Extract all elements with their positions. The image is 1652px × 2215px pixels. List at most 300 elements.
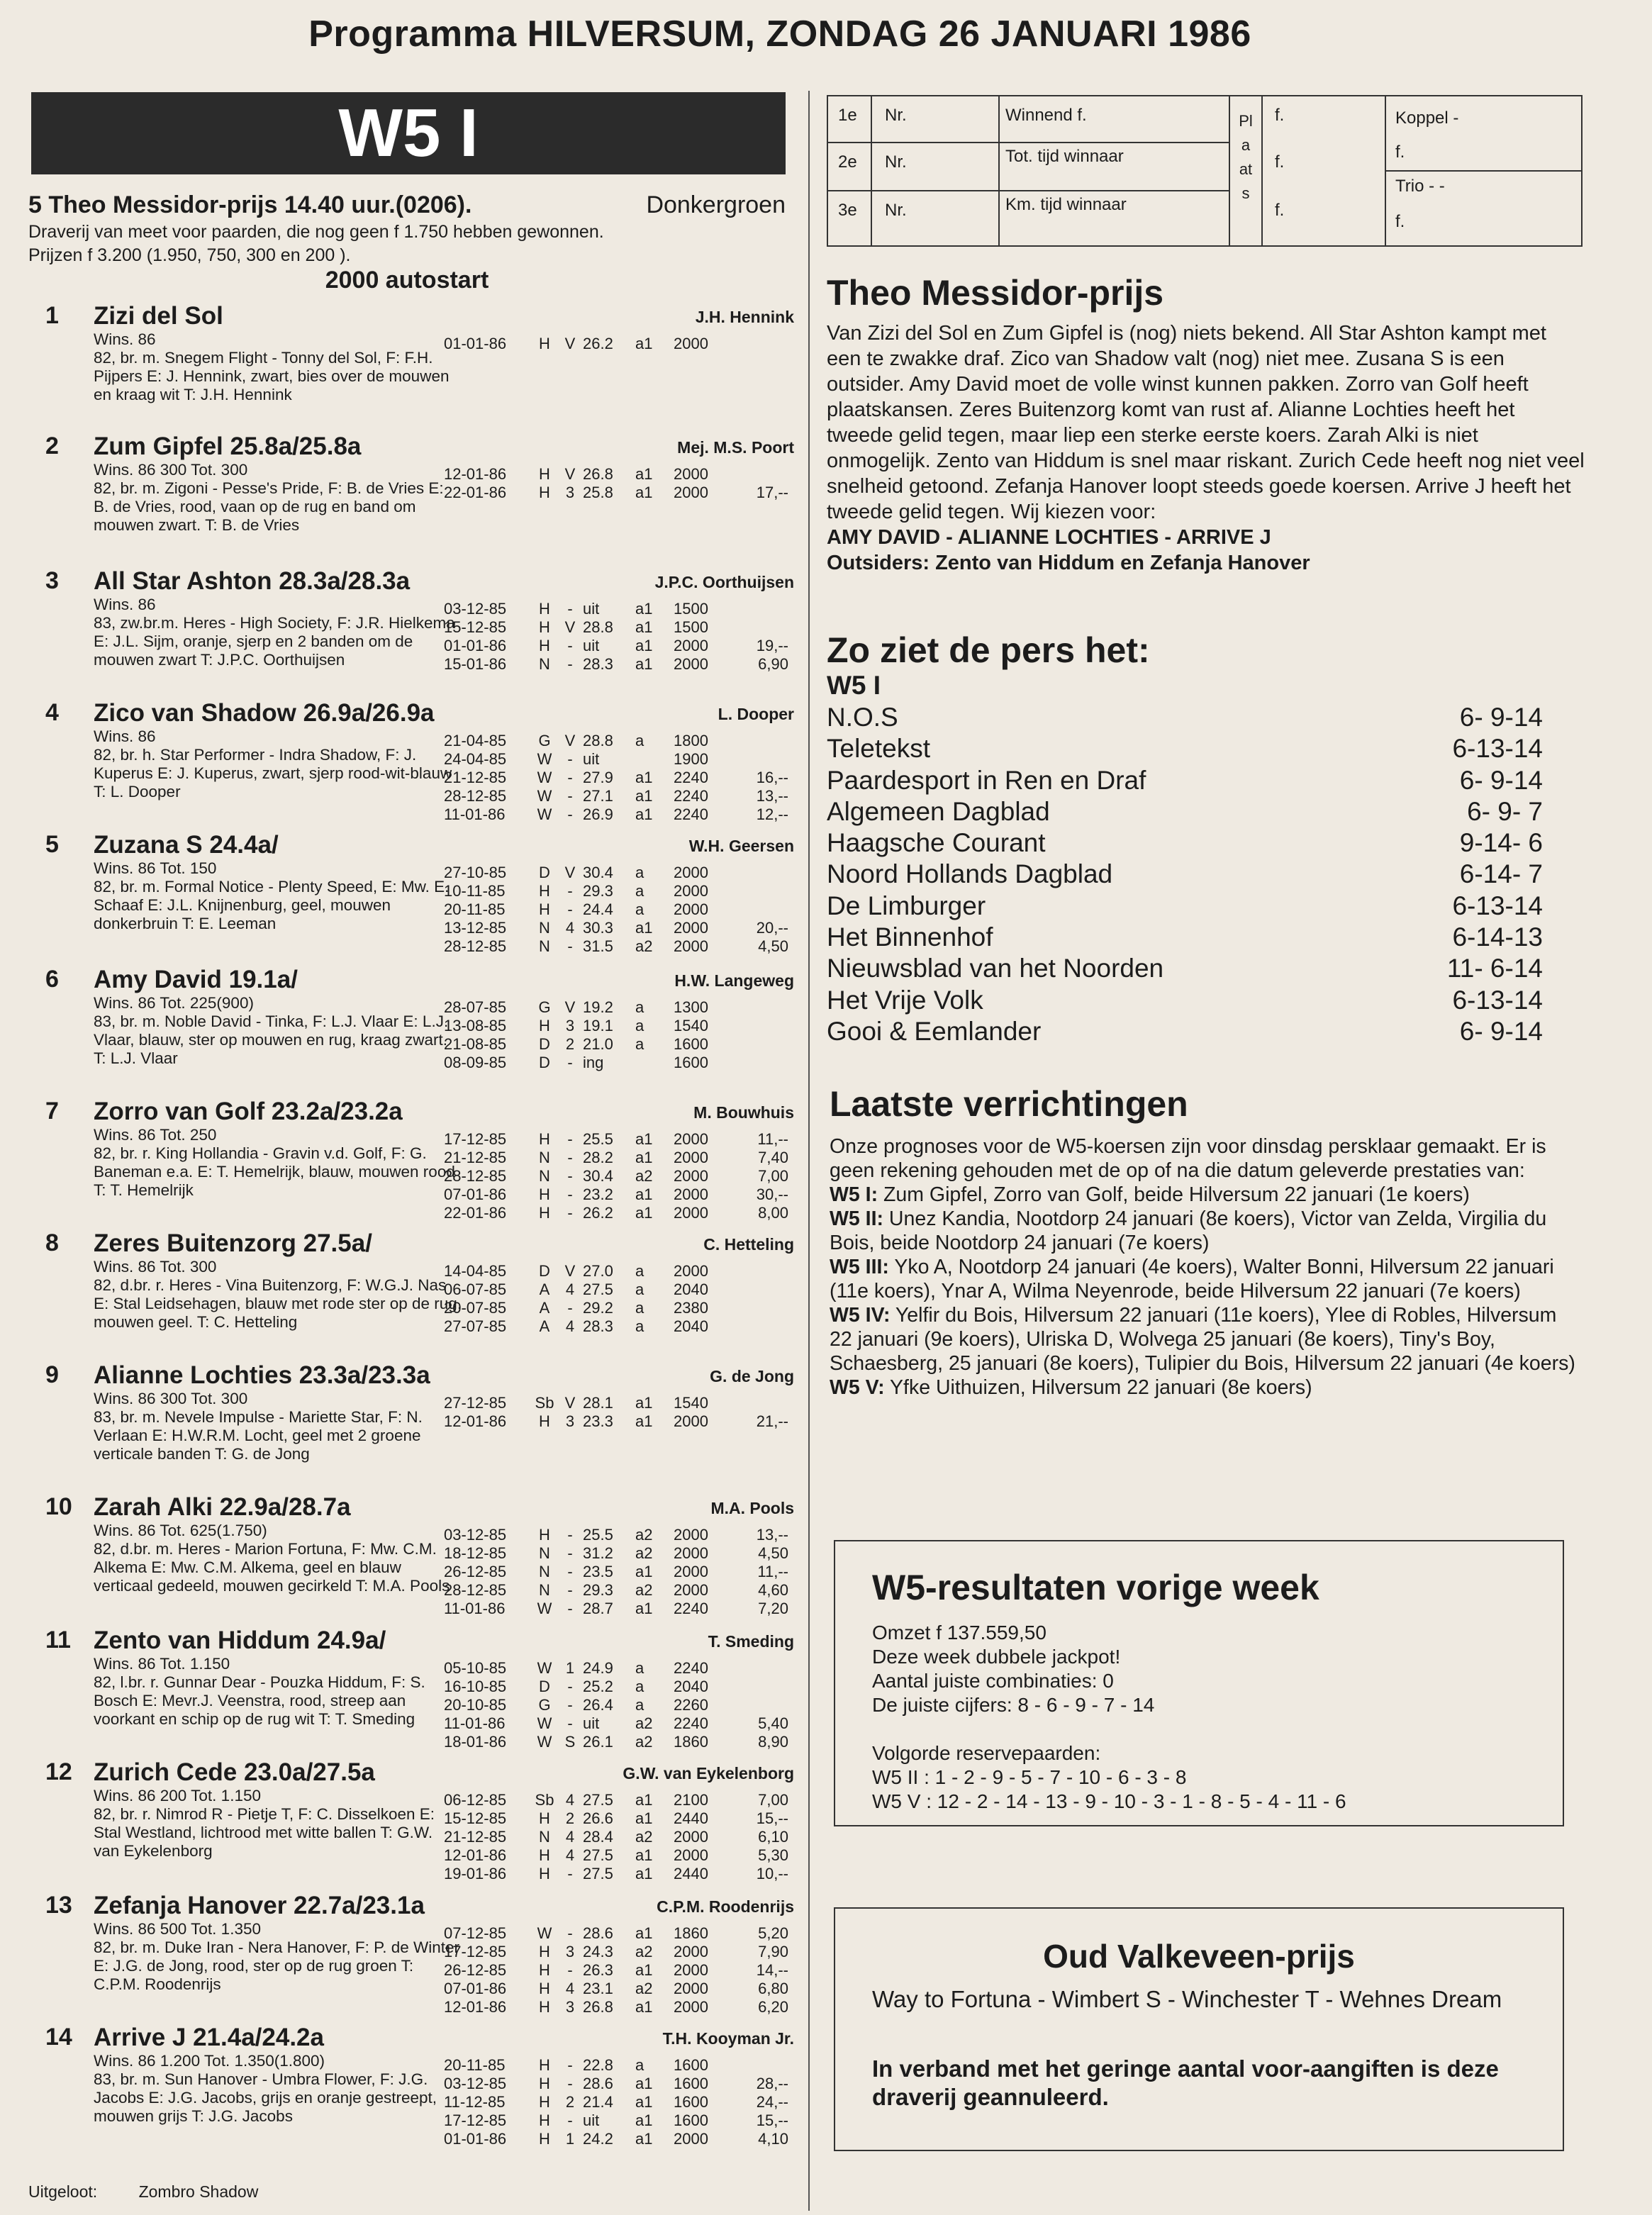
result-cell: 11,-- [757,1130,788,1148]
result-cell: 1 [565,2130,575,2148]
place-2: 2e [838,152,857,172]
horse-name: Alianne Lochties 23.3a/23.3a [94,1361,430,1389]
result-cell [732,1696,788,1714]
result-cell: - [567,1526,573,1544]
result-cell: 27-12-85 [444,1394,507,1412]
result-cell: - [567,1714,573,1732]
result-cell: a [635,1678,644,1695]
result-cell: a1 [635,1865,653,1882]
result-cell: 12,-- [756,805,788,823]
latest-item-text: Yfke Uithuizen, Hilversum 22 januari (8e koers) [884,1376,1312,1399]
result-row [444,2075,794,2093]
result-cell: 2040 [674,1317,708,1335]
result-cell: a2 [635,1526,653,1544]
horse-results [444,1526,794,1618]
result-cell: 07-12-85 [444,1924,507,1942]
result-cell: 2240 [674,1659,708,1677]
latest-item-label: W5 II: [830,1207,883,1230]
result-row [444,732,794,750]
result-cell: - [567,1865,573,1882]
result-cell: a [635,1317,644,1335]
results-box [834,1540,1564,1826]
result-row [444,750,794,769]
result-cell: a [635,1659,644,1677]
result-cell: - [567,769,573,786]
press-source: N.O.S [827,703,898,732]
result-cell: 1600 [674,2093,708,2111]
press-row [827,953,1543,984]
result-cell: a2 [635,937,653,955]
result-cell: 2240 [674,805,708,823]
f-label: f. [1275,152,1285,172]
result-row [444,998,794,1017]
results-body [872,1621,1546,1814]
result-row [444,1659,794,1678]
horse-trainer: G.W. van Eykelenborg [623,1764,794,1782]
result-cell: H [539,1130,550,1148]
f-label: f. [1395,212,1405,231]
result-cell: a1 [635,484,653,501]
result-cell: 4 [565,1317,575,1335]
latest-item-label: W5 I: [830,1183,878,1206]
result-cell: a [635,864,644,881]
km-time-info: Km. tijd winnaar [1005,195,1127,214]
grid-line [1261,96,1263,245]
result-cell: 31.2 [583,1544,613,1562]
results-combos: Aantal juiste combinaties: 0 [872,1670,1114,1692]
result-cell: 26.9 [583,805,613,823]
nr-label: Nr. [885,201,907,220]
horse-description: Wins. 86 Tot. 1.150 82, l.br. r. Gunnar Dear - Pouzka Hiddum, F: S. Bosch E: Mevr.J. Veenstra, rood, streep aan voorkant en schip op de rug wit T: T. Smeding [94,1655,425,1728]
result-cell: 7,90 [758,1943,788,1960]
result-cell: V [564,1394,576,1412]
result-cell [732,465,788,484]
result-cell: 24.2 [583,2130,613,2148]
result-row [444,1943,794,1961]
result-cell: 24.3 [583,1943,613,1960]
press-row [827,733,1543,764]
result-cell: 10,-- [756,1865,788,1882]
press-list [827,702,1543,1047]
result-cell [732,618,788,637]
result-row [444,1281,794,1299]
result-cell: a1 [635,655,653,673]
footer [28,2182,295,2202]
result-cell: 25.8 [583,484,613,501]
result-cell: - [567,1563,573,1580]
preview-picks: AMY DAVID - ALIANNE LOCHTIES - ARRIVE J [827,526,1271,549]
horse-description: Wins. 86 83, zw.br.m. Heres - High Society, F: J.R. Hielkema E: J.L. Sijm, oranje, sjerp en 2 banden om de mouwen zwart T: J.P.C. Oorthuijsen [94,596,455,669]
preview-text [827,320,1585,576]
horse-description: Wins. 86 82, br. m. Snegem Flight - Tonny del Sol, F: F.H. Pijpers E: J. Hennink, zwart, bies over de mouwen en kraag wit T: J.H. Hennink [94,330,450,403]
result-cell: 2000 [674,919,708,937]
press-tip: 6- 9-14 [1459,765,1543,795]
result-cell: 4 [565,919,575,937]
result-cell: 13-08-85 [444,1017,507,1034]
result-row [444,900,794,919]
result-cell: 27-07-85 [444,1317,507,1335]
result-cell: 28.8 [583,732,613,749]
result-cell: - [567,1924,573,1942]
result-cell: 19.1 [583,1017,613,1034]
result-cell: 2000 [674,484,708,501]
result-cell: - [567,2075,573,2092]
result-cell: 28-12-85 [444,1167,507,1185]
press-row [827,859,1543,890]
press-row [827,827,1543,859]
result-cell: a2 [635,1714,653,1732]
result-cell: D [539,1054,550,1071]
horse-name: Arrive J 21.4a/24.2a [94,2024,324,2051]
result-cell: 23.2 [583,1185,613,1203]
press-tip: 6- 9-14 [1459,703,1543,732]
horse-name: Zum Gipfel 25.8a/25.8a [94,433,362,460]
result-cell: a1 [635,787,653,805]
result-cell: 1900 [674,750,708,768]
latest-heading: Laatste verrichtingen [830,1084,1188,1124]
result-cell: N [539,655,550,673]
result-row [444,1262,794,1281]
result-cell: 4 [565,1980,575,1997]
result-cell: 4 [565,1846,575,1864]
result-cell: 14,-- [756,1961,788,1979]
result-cell: a2 [635,1828,653,1846]
result-cell: 18-01-86 [444,1733,507,1751]
result-cell: W [537,805,552,823]
result-row [444,1678,794,1696]
result-cell: 3 [565,1412,575,1430]
result-cell: a [635,882,644,900]
horse-results [444,465,794,502]
result-cell: a1 [635,1961,653,1979]
result-cell: H [539,1961,550,1979]
result-cell: 19.2 [583,998,613,1016]
result-cell: 2240 [674,787,708,805]
result-cell: a [635,900,644,918]
horse-trainer: M.A. Pools [710,1499,794,1517]
result-row [444,1998,794,2016]
horse-description: Wins. 86 82, br. h. Star Performer - Indra Shadow, F: J. Kuperus E: J. Kuperus, zwart, sjerp rood-wit-blauw T: L. Dooper [94,727,452,800]
result-cell: - [567,1678,573,1695]
result-cell: 29.2 [583,1299,613,1317]
result-row [444,1412,794,1431]
horse-name: Zorro van Golf 23.2a/23.2a [94,1098,403,1125]
result-cell: 3 [565,1017,575,1034]
horse-name: Zeres Buitenzorg 27.5a/ [94,1229,372,1257]
result-cell [732,1299,788,1317]
latest-item [830,1207,1583,1255]
result-cell: 17-12-85 [444,2111,507,2129]
result-cell: W [537,1714,552,1732]
horse-name: Zento van Hiddum 24.9a/ [94,1627,386,1654]
result-row [444,2111,794,2130]
result-cell: H [539,637,550,654]
press-source: Teletekst [827,734,931,764]
result-cell: 19-01-86 [444,1865,507,1882]
result-cell: 11-01-86 [444,1714,506,1732]
result-cell: 26.2 [583,335,613,352]
horse-results [444,1262,794,1336]
result-cell [732,1317,788,1336]
result-cell [732,1054,788,1072]
result-cell: 13,-- [756,787,788,805]
results-omzet: Omzet f 137.559,50 [872,1622,1047,1644]
horse-description: Wins. 86 200 Tot. 1.150 82, br. r. Nimrod R - Pietje T, F: C. Disselkoen E: Stal Westland, lichtrood met witte ballen T: G.W. van Eykelenborg [94,1787,435,1860]
grid-line [1229,96,1230,245]
f-label: f. [1275,201,1285,220]
result-row [444,1696,794,1714]
result-cell: 26.3 [583,1961,613,1979]
valkeveen-horses: Way to Fortuna - Wimbert S - Winchester T - Wehnes Dream [872,1986,1502,2012]
result-cell: 23.1 [583,1980,613,1997]
result-cell: - [567,1130,573,1148]
result-cell: 01-01-86 [444,637,507,654]
latest-item-text: Yko A, Nootdorp 24 januari (4e koers), Walter Bonni, Hilversum 22 januari (11e koers), Ynar A, Wilma Neyenrode, beide Hilversum 22 januari (7e koers) [830,1256,1554,1302]
result-cell: 1600 [674,1035,708,1053]
koppel-label: Koppel - [1395,108,1459,128]
horse-results [444,1394,794,1431]
result-cell: 11-12-85 [444,2093,506,2111]
result-cell: 2000 [674,1526,708,1544]
result-row [444,805,794,824]
result-cell: V [564,335,576,352]
result-cell: - [567,2056,573,2074]
result-cell: a1 [635,1791,653,1809]
place-3: 3e [838,201,857,220]
result-cell: N [539,1167,550,1185]
result-cell: 21-04-85 [444,732,507,749]
result-cell: 8,90 [758,1733,788,1751]
race-condition: Draverij van meet voor paarden, die nog geen f 1.750 hebben gewonnen. [28,222,604,242]
result-cell: 24.4 [583,900,613,918]
result-cell: 05-10-85 [444,1659,507,1677]
result-cell: - [567,2111,573,2129]
result-cell: a2 [635,1581,653,1599]
horse-name: Zico van Shadow 26.9a/26.9a [94,699,435,727]
result-cell: 1800 [674,732,708,749]
result-row [444,637,794,655]
result-cell: 2 [565,2093,575,2111]
horse-description: Wins. 86 300 Tot. 300 83, br. m. Nevele Impulse - Mariette Star, F: N. Verlaan E: H.W.R.M. Locht, geel met 2 groene verticale banden T: G. de Jong [94,1390,423,1463]
result-cell [732,600,788,618]
result-cell: - [567,787,573,805]
result-cell: 21-08-85 [444,1035,507,1053]
result-cell: 28.3 [583,1317,613,1335]
result-cell: 1860 [674,1733,708,1751]
result-cell: H [539,1865,550,1882]
result-cell: 2000 [674,637,708,654]
result-cell: N [539,1544,550,1562]
result-cell: 28.8 [583,618,613,636]
results-jackpot: Deze week dubbele jackpot! [872,1646,1121,1668]
result-cell: - [567,1544,573,1562]
result-cell: 15,-- [756,2111,788,2129]
result-cell: H [539,1526,550,1544]
result-cell: 1600 [674,2111,708,2129]
result-cell: 2000 [674,655,708,673]
result-cell: 5,30 [758,1846,788,1864]
result-cell: V [564,618,576,636]
result-cell: - [567,805,573,823]
result-cell: H [539,335,550,352]
result-cell: a1 [635,919,653,937]
result-row [444,769,794,787]
horse-trainer: M. Bouwhuis [693,1103,794,1122]
result-cell: 21-12-85 [444,769,507,786]
result-cell: a1 [635,1600,653,1617]
result-cell: a1 [635,618,653,636]
result-cell: a1 [635,1924,653,1942]
result-cell: H [539,618,550,636]
result-cell [732,1678,788,1696]
result-cell: 14-04-85 [444,1262,507,1280]
horse-trainer: C.P.M. Roodenrijs [657,1897,794,1916]
result-row [444,655,794,674]
horse-trainer: C. Hetteling [703,1235,794,1254]
trio-label: Trio - - [1395,177,1445,196]
result-cell: 27.5 [583,1791,613,1809]
grid-line [828,142,1229,143]
result-cell [732,1659,788,1678]
result-cell: a1 [635,1130,653,1148]
horse-number: 5 [45,831,59,858]
result-cell: 15-12-85 [444,618,507,636]
result-cell: a [635,732,644,749]
result-cell: N [539,1563,550,1580]
results-w5ii: W5 II : 1 - 2 - 9 - 5 - 7 - 10 - 6 - 3 - 8 [872,1766,1187,1788]
press-row [827,796,1543,827]
plaats-label: Plaats [1239,112,1253,202]
latest-item-label: W5 III: [830,1256,889,1278]
result-cell [732,882,788,900]
result-cell [732,1035,788,1054]
result-cell [635,750,674,769]
result-row [444,1563,794,1581]
horse-trainer: H.W. Langeweg [674,971,794,990]
result-cell: a1 [635,1998,653,2016]
result-cell: 25.2 [583,1678,613,1695]
result-cell: D [539,1262,550,1280]
result-cell: 27.5 [583,1865,613,1882]
result-cell: 1600 [674,1054,708,1071]
valkeveen-box [834,1907,1564,2151]
result-cell: 2000 [674,1204,708,1222]
press-source: Noord Hollands Dagblad [827,859,1113,889]
result-cell: 30.4 [583,1167,613,1185]
grid-line [998,96,1000,245]
latest-item-label: W5 V: [830,1376,885,1399]
press-row [827,702,1543,733]
preview-outsiders: Outsiders: Zento van Hiddum en Zefanja Hanover [827,552,1310,574]
result-cell: 12-01-86 [444,465,507,483]
result-cell: 1860 [674,1924,708,1942]
result-cell: - [567,1054,573,1071]
result-cell: 28-07-85 [444,998,507,1016]
result-cell: 27.5 [583,1281,613,1298]
results-numbers: De juiste cijfers: 8 - 6 - 9 - 7 - 14 [872,1694,1155,1716]
result-cell: H [539,2093,550,2111]
result-cell: Sb [535,1394,554,1412]
result-cell: 31.5 [583,937,613,955]
result-cell: uit [583,637,600,654]
result-cell: - [567,1600,573,1617]
preview-body: Van Zizi del Sol en Zum Gipfel is (nog) niets bekend. All Star Ashton kampt met een te zwakke draf. Zico van Shadow valt (nog) niet mee. Zusana S is een outsider. Amy David moet de volle winst kunnen pakken. Zorro van Golf heeft plaatskansen. Zeres Buitenzorg komt van rust af. Alianne Lochties heeft het tweede gelid tegen, maar liep een sterke eerste koers. Zarah Alki is niet onmogelijk. Zento van Hiddum is snel maar riskant. Zurich Cede heeft nog niet veel snelheid getoond. Zefanja Hanover loopt steeds goede koersen. Arrive J heeft het tweede gelid tegen. Wij kiezen voor: [827,322,1585,523]
result-cell: uit [583,600,600,618]
result-row [444,1600,794,1618]
result-cell: W [537,1600,552,1617]
horse-number: 11 [45,1627,71,1653]
result-row [444,1791,794,1809]
result-cell: H [539,465,550,483]
press-source: De Limburger [827,891,986,920]
horse-name: Zefanja Hanover 22.7a/23.1a [94,1892,425,1919]
horse-number: 8 [45,1229,59,1256]
result-cell: H [539,1943,550,1960]
press-tip: 6-14- 7 [1459,859,1543,889]
latest-item [830,1255,1583,1303]
result-cell: D [539,1035,550,1053]
horse-trainer: T.H. Kooyman Jr. [662,2029,794,2048]
result-cell: 6,90 [758,655,788,673]
horse-description: Wins. 86 500 Tot. 1.350 82, br. m. Duke Iran - Nera Hanover, F: P. de Winter E: J.G. de Jong, rood, ster op de rug groen T: C.P.M. Roodenrijs [94,1920,460,1993]
result-cell: 10-11-85 [444,882,506,900]
result-cell: 2440 [674,1809,708,1827]
result-cell: V [564,1262,576,1280]
press-source: Algemeen Dagblad [827,796,1050,826]
result-cell: 18-12-85 [444,1544,507,1562]
result-cell [732,335,788,353]
result-cell: 7,20 [758,1600,788,1617]
result-row [444,864,794,882]
result-cell [732,750,788,769]
press-tip: 11- 6-14 [1446,954,1543,983]
result-cell: 28.6 [583,2075,613,2092]
result-cell: 24.9 [583,1659,613,1677]
press-tip: 6-14-13 [1452,922,1543,952]
press-source: Gooi & Eemlander [827,1016,1042,1046]
result-row [444,600,794,618]
result-cell: a1 [635,1563,653,1580]
result-cell: G [538,998,551,1016]
result-cell: 28.7 [583,1600,613,1617]
result-cell: 22-01-86 [444,1204,507,1222]
result-cell: 2240 [674,769,708,786]
result-cell: 28-12-85 [444,937,507,955]
result-cell: - [567,655,573,673]
preview-heading: Theo Messidor-prijs [827,273,1164,313]
result-cell: 1600 [674,2056,708,2074]
result-cell: H [539,1998,550,2016]
result-cell: a [635,1299,644,1317]
press-subheading: W5 I [827,671,881,700]
horse-name: Amy David 19.1a/ [94,966,298,993]
result-cell [732,900,788,919]
press-row [827,1016,1543,1047]
result-cell: W [537,769,552,786]
result-cell: 27.9 [583,769,613,786]
result-cell: 28.1 [583,1394,613,1412]
result-cell: uit [583,1714,600,1732]
result-cell: H [539,1185,550,1203]
result-cell: uit [583,750,600,768]
result-cell: - [567,882,573,900]
result-cell: 2440 [674,1865,708,1882]
winner-info: Winnend f. [1005,106,1087,125]
press-source: Paardesport in Ren en Draf [827,765,1146,795]
result-cell: 7,40 [758,1149,788,1166]
result-row [444,1317,794,1336]
result-cell: a1 [635,2130,653,2148]
